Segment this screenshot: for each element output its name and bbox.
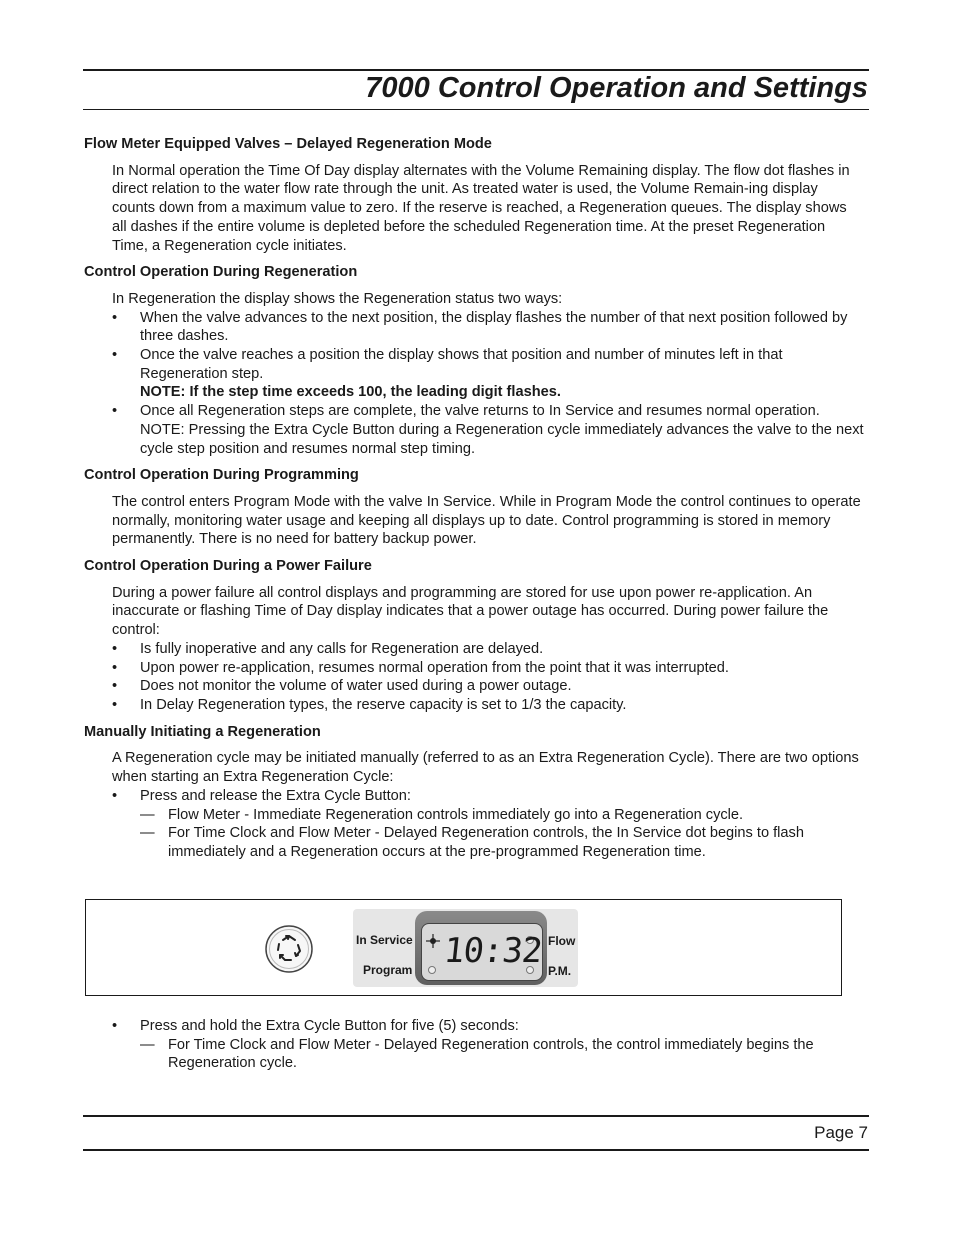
dash-item: — For Time Clock and Flow Meter - Delayed Regeneration controls, the In Service dot begins to flash immediately and a Regeneration occurs at the pre-programmed Regeneration time. xyxy=(140,825,804,860)
header-rule-top xyxy=(83,69,869,71)
list-item: • Upon power re-application, resumes normal operation from the point that it was interrupted. xyxy=(112,659,729,676)
list-item: • Does not monitor the volume of water used during a power outage. xyxy=(112,678,572,695)
page-number: Page 7 xyxy=(814,1123,868,1142)
section-heading: Control Operation During Regeneration xyxy=(84,264,358,281)
program-dot-icon xyxy=(428,966,436,974)
dash-list xyxy=(140,806,864,862)
section-manual-regeneration xyxy=(84,723,864,862)
section-programming xyxy=(84,466,864,549)
footer-rule-top xyxy=(83,1115,869,1117)
bullet-list xyxy=(84,309,864,459)
section-heading: Flow Meter Equipped Valves – Delayed Regeneration Mode xyxy=(84,136,492,152)
dash-item: — Flow Meter - Immediate Regeneration controls immediately go into a Regeneration cycle. xyxy=(140,806,744,823)
dash-list xyxy=(140,1036,864,1073)
list-item: • Once the valve reaches a position the display shows that position and number of minutes left in that Regeneration step. NOTE: If the step time exceeds 100, the leading digit flashes. xyxy=(84,346,864,402)
note-bold: NOTE: If the step time exceeds 100, the leading digit flashes. xyxy=(140,384,561,401)
bullet-list xyxy=(84,1017,864,1073)
list-item: • Press and hold the Extra Cycle Button for five (5) seconds: — For Time Clock and Flow Meter - Delayed Regeneration controls, the control immediately begins the Regeneration cycle. xyxy=(84,1017,864,1073)
list-item: • Is fully inoperative and any calls for Regeneration are delayed. xyxy=(112,640,544,657)
in-service-dot-icon xyxy=(426,934,440,948)
list-item: • Once all Regeneration steps are complete, the valve returns to In Service and resumes normal operation. NOTE: Pressing the Extra Cycle Button during a Regeneration cycle immediately advances the valve to the next cycle step position and resumes normal step timing. xyxy=(112,403,864,457)
section-paragraph: During a power failure all control displays and programming are stored for use upon power re-application. An inaccurate or flashing Time of Day display indicates that a power outage has occurred. During power failure the control: xyxy=(112,584,829,639)
section-heading: Manually Initiating a Regeneration xyxy=(84,723,321,740)
section-paragraph: The control enters Program Mode with the valve In Service. While in Program Mode the control continues to operate normally, monitoring water usage and keeping all displays up to date. Control programming is stored in memory permanently. There is no need for battery backup power. xyxy=(112,493,861,548)
lcd-screen xyxy=(421,923,543,981)
extra-cycle-icon[interactable] xyxy=(263,923,315,975)
lcd-time: 10:32 xyxy=(441,931,544,971)
bullet-list xyxy=(84,787,864,862)
list-item: • When the valve advances to the next position, the display flashes the number of that next position followed by three dashes. xyxy=(112,309,848,345)
dash-item: — For Time Clock and Flow Meter - Delayed Regeneration controls, the control immediately begins the Regeneration cycle. xyxy=(140,1036,814,1072)
section-regeneration xyxy=(84,263,864,458)
list-item: • In Delay Regeneration types, the reserve capacity is set to 1/3 the capacity. xyxy=(112,696,627,713)
after-figure-content xyxy=(84,1017,864,1073)
section-heading: Control Operation During a Power Failure xyxy=(84,558,372,575)
label-program: Program xyxy=(363,963,413,977)
list-item: • Press and release the Extra Cycle Button: — Flow Meter - Immediate Regeneration controls immediately go into a Regeneration cycle. — For Time Clock and Flow Meter - Delayed Regeneration controls, the In Service dot begins to flash immediately and a Regeneration occurs at the pre-programmed Regeneration time. xyxy=(84,787,864,862)
main-content xyxy=(84,135,864,870)
label-flow: Flow xyxy=(548,934,576,948)
label-in-service: In Service xyxy=(356,933,413,947)
page-title: 7000 Control Operation and Settings xyxy=(365,72,868,104)
lcd-display xyxy=(415,911,547,985)
section-heading: Control Operation During Programming xyxy=(84,467,359,484)
note: NOTE: Pressing the Extra Cycle Button during a Regeneration cycle immediately advances the valve to the next cycle step position and resumes normal step timing. xyxy=(140,421,864,457)
section-paragraph: In Normal operation the Time Of Day display alternates with the Volume Remaining display. The flow dot flashes in direct relation to the water flow rate through the unit. As treated water is used, the Volume Remain-ing display counts down from a maximum value to zero. If the reserve is reached, a Regeneration queues. The display shows all dashes if the entire volume is depleted before the scheduled Regeneration time. At the preset Regeneration Time, a Regeneration cycle initiates. xyxy=(112,162,850,254)
section-paragraph: A Regeneration cycle may be initiated manually (referred to as an Extra Regeneration Cycle). There are two options when starting an Extra Regeneration Cycle: xyxy=(112,750,859,786)
bullet-list xyxy=(84,640,864,715)
control-panel-figure xyxy=(85,899,842,996)
footer-rule-bottom xyxy=(83,1149,869,1151)
section-power-failure xyxy=(84,557,864,715)
section-paragraph: In Regeneration the display shows the Regeneration status two ways: xyxy=(112,290,563,307)
section-flow-meter xyxy=(84,135,864,255)
label-pm: P.M. xyxy=(548,964,572,978)
header-rule-bottom xyxy=(83,109,869,110)
